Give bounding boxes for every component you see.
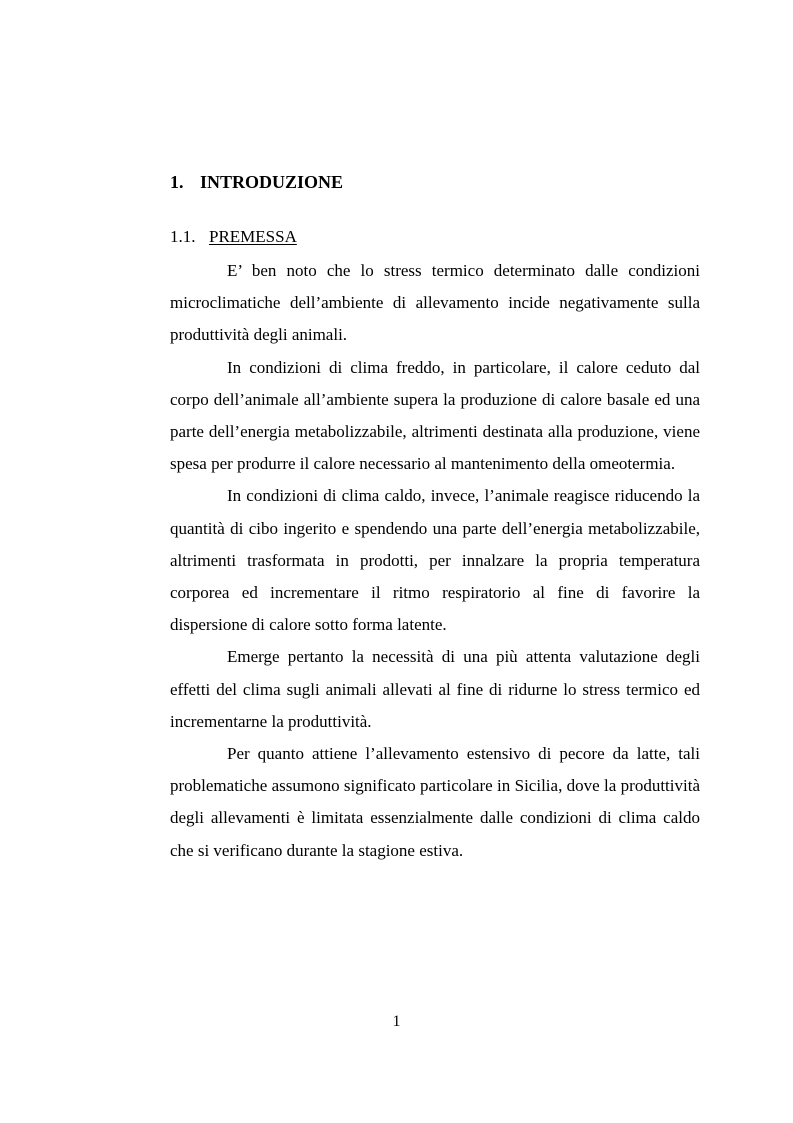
body-text: [170, 255, 700, 867]
chapter-number: 1.: [170, 172, 184, 192]
page-number: 1: [392, 1013, 401, 1030]
paragraph: Per quanto attiene l’allevamento estensivo di pecore da latte, tali problematiche assumono significato particolare in Sicilia, dove la produttività degli allevamenti è limitata essenzialmente dalle condizioni di clima caldo che si verificano durante la stagione estiva.: [170, 744, 700, 860]
section-number: 1.1.: [170, 227, 196, 246]
chapter-heading: [170, 170, 700, 194]
section-heading: [170, 225, 297, 249]
section-title: PREMESSA: [209, 227, 297, 246]
paragraph: Emerge pertanto la necessità di una più attenta valutazione degli effetti del clima sugli animali allevati al fine di ridurne lo stress termico ed incrementarne la produttività.: [170, 647, 700, 731]
paragraph: In condizioni di clima caldo, invece, l’animale reagisce riducendo la quantità di cibo ingerito e spendendo una parte dell’energia metabolizzabile, altrimenti trasformata in prodotti, per innalzare la propria temperatura corporea ed incrementare il ritmo respiratorio al fine di favorire la dispersione di calore sotto forma latente.: [170, 486, 700, 635]
paragraph: E’ ben noto che lo stress termico determinato dalle condizioni microclimatiche dell’ambiente di allevamento incide negativamente sulla produttività degli animali.: [170, 261, 700, 345]
chapter-title: INTRODUZIONE: [200, 172, 344, 192]
paragraph: In condizioni di clima freddo, in particolare, il calore ceduto dal corpo dell’animale all’ambiente supera la produzione di calore basale ed una parte dell’energia metabolizzabile, altrimenti destinata alla produzione, viene spesa per produrre il calore necessario al mantenimento della omeotermia.: [170, 357, 700, 474]
